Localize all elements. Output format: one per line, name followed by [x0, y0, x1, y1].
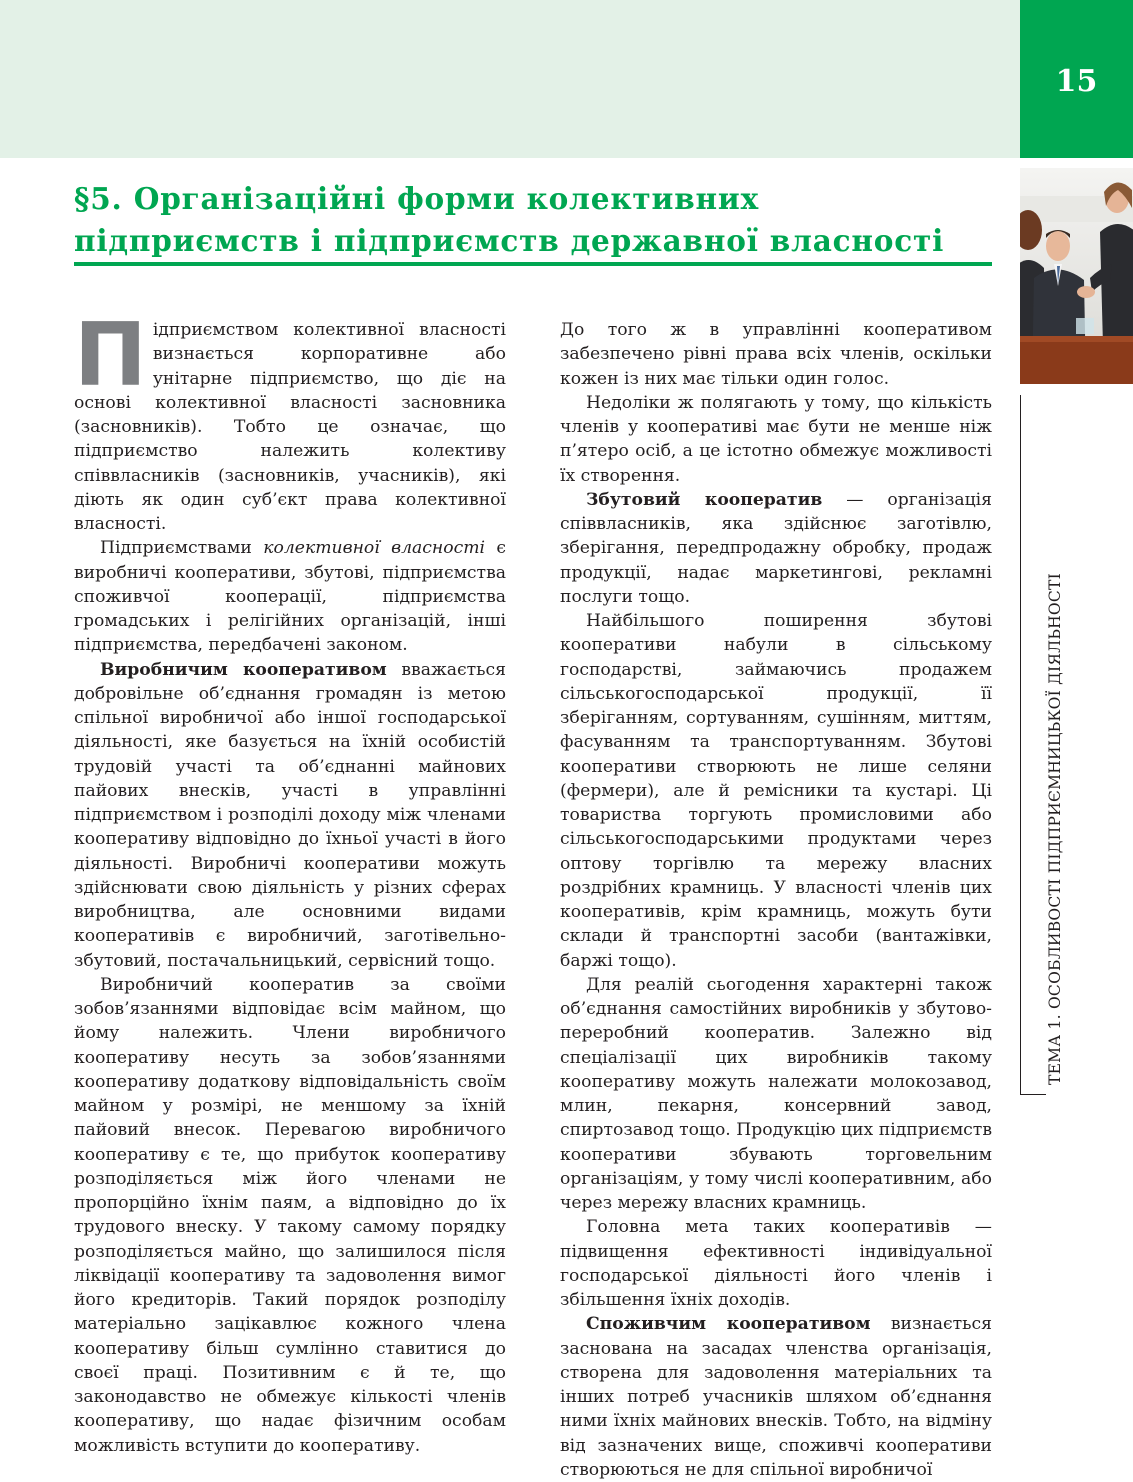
paragraph-text: Підприємствами [100, 538, 264, 559]
title-underline [74, 262, 992, 266]
emphasis-term: колективної власності [263, 538, 486, 559]
sidebar-divider [1020, 395, 1021, 1095]
paragraph-text: ідприємством колективної власності визнається корпоративне або унітарне підприємство, що діє на основі колективної власності засновника (засновників). Тобто це означає, що підприємство належить колективу співвласників (засновників, учасників), які діють як один суб’єкт права колективної власності. [74, 320, 506, 534]
paragraph: До того ж в управлінні кооперативом забезпечено рівні права всіх членів, оскільки кожен із них має тільки один голос. [560, 320, 992, 389]
paragraph [74, 304, 506, 536]
handshake-photo [1020, 168, 1133, 384]
paragraph-text: визнається заснована на засадах членства організація, створена для задоволення матеріальних та інших потреб учасників шляхом об’єднання ними їхніх майнових внесків. Тобто, на відміну від зазначених вище, споживчі кооперативи створюються не для спільної виробничої [560, 1314, 992, 1480]
title-line-2: підприємств і підприємств державної власності [74, 223, 945, 258]
sidebar-tick [1020, 1094, 1046, 1095]
paragraph [74, 536, 506, 657]
left-column [74, 304, 506, 1458]
paragraph [74, 658, 506, 973]
paragraph [560, 1312, 992, 1482]
paragraph: Для реалій сьогодення характерні також об’єднання самостійних виробників у збутово-переробний кооператив. Залежно від спеціалізації цих виробників такому кооперативу можуть належати молокозавод, млин, пекарня, консервний завод, спиртозавод тощо. Продукцію цих підприємств кооперативи збувають торговельним організаціям, у тому числі кооперативним, або через мережу власних крамниць. [560, 974, 992, 1213]
paragraph [560, 488, 992, 609]
bold-term: Споживчим кооперативом [586, 1314, 871, 1335]
header-band [0, 0, 1020, 158]
bold-term: Виробничим кооперативом [100, 659, 387, 680]
bold-term: Збутовий кооператив [586, 489, 823, 510]
paragraph-text: вважається добровільне об’єднання громадян із метою спільної виробничої або іншої господарської діяльності, яке базується на їхній особистій трудовій участі та об’єднанні майнових пайових внесків, участі в управлінні підприємством і розподілі доходу між членами кооперативу відповідно до їхньої участі в його діяльності. Виробничі кооперативи можуть здійснювати свою діяльність у різних сферах виробництва, але основними видами кооперативів є виробничий, заготівельно-збутовий, постачальницький, сервісний тощо. [74, 659, 506, 971]
paragraph: Виробничий кооператив за своїми зобов’язаннями відповідає всім майном, що йому належить. Члени виробничого кооперативу несуть за зобов’язаннями кооперативу додаткову відповідальність своїм майном у розмірі, не меншому за їхній пайовий внесок. Перевагою виробничого кооперативу є те, що прибуток кооперативу розподіляється між його членами не пропорційно їхнім паям, а відповідно до їх трудового внеску. У такому самому порядку розподіляється майно, що залишилося після ліквідації кооперативу та задоволення вимог його кредиторів. Такий порядок розподілу матеріально зацікавлює кожного члена кооперативу більш сумлінно ставитися до своєї праці. Позитивним є й те, що законодавство не обмежує кількості членів кооперативу, що надає фізичним особам можливість вступити до кооперативу. [74, 974, 506, 1456]
title-line-1: §5. Організаційні форми колективних [74, 181, 759, 216]
page-number-box [1020, 0, 1133, 158]
drop-cap: П [74, 304, 147, 406]
paragraph: Недоліки ж полягають у тому, що кількість членів у кооперативі має бути не менше ніж п’ятеро осіб, а це істотно обмежує можливості їх створення. [560, 392, 992, 486]
business-handshake-photo-icon [1020, 168, 1133, 384]
paragraph-text: — організація співвласників, яка здійснює заготівлю, зберігання, передпродажну обробку, продаж продукції, надає маркетингові, рекламні послуги тощо. [560, 489, 993, 607]
paragraph-text: є виробничі кооперативи, збутові, підприємства споживчої кооперації, підприємства громадських і релігійних організацій, інші підприємства, передбачені законом. [74, 538, 506, 656]
paragraph: Головна мета таких кооперативів — підвищення ефективності індивідуальної господарської діяльності його членів і збільшення їхніх доходів. [560, 1217, 992, 1310]
page-number: 15 [1055, 64, 1098, 99]
sidebar-topic-label: ТЕМА 1. ОСОБЛИВОСТІ ПІДПРИЄМНИЦЬКОЇ ДІЯЛЬНОСТІ [1046, 573, 1064, 1085]
paragraph: Найбільшого поширення збутові кооперативи набули в сільському господарстві, займаючись продажем сільськогосподарської продукції, її зберіганням, сортуванням, сушінням, миттям, фасуванням та транспортуванням. Збутові кооперативи створюють не лише селяни (фермери), але й ремісники та кустарі. Ці товариства торгують промисловими або сільськогосподарськими продуктами через оптову торгівлю та мережу власних роздрібних крамниць. У власності членів цих кооперативів, крім крамниць, можуть бути склади й транспортні засоби (вантажівки, баржі тощо). [560, 611, 992, 971]
section-title [74, 178, 1004, 262]
right-column [560, 318, 992, 1482]
